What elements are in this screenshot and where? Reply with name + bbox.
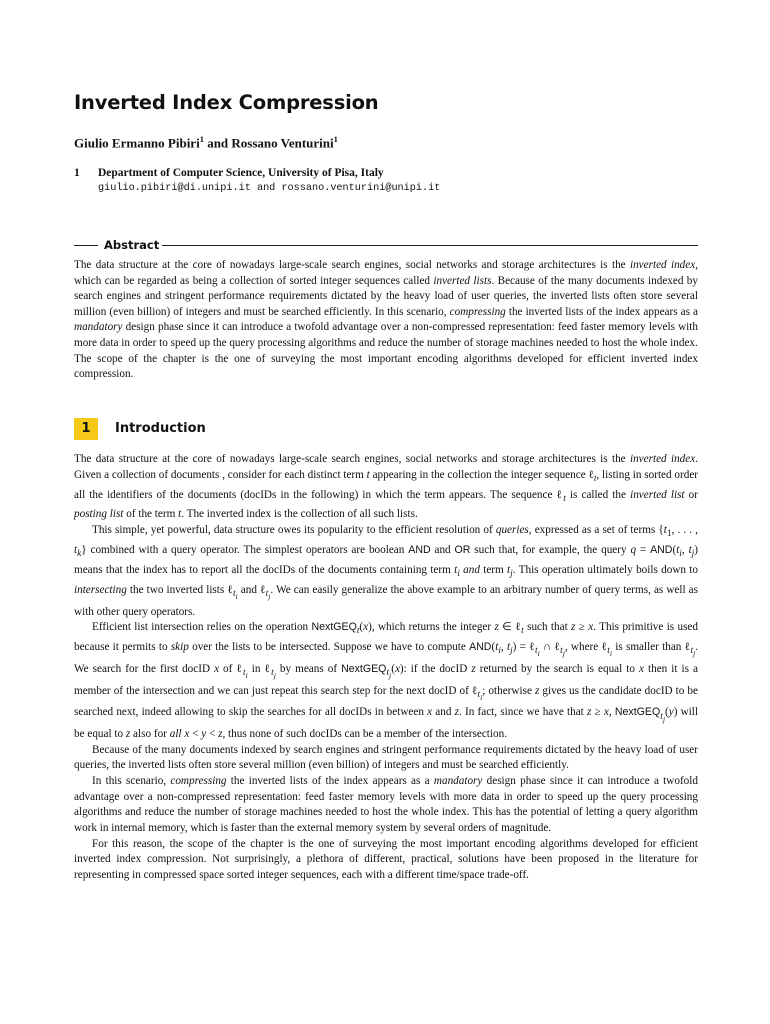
body-paragraph: This simple, yet powerful, data structure owes its popularity to the efficient resolution of queries, expressed as a set of terms {$t_1$, . . . , $t_k$} combined with a query operator. The simplest operators are boolean AND and OR such that, for example, the query $q = AND(t_i$, $t_j$) means that the index has to report all the docIDs of the documents containing term $t_i$ and term $t_j$. This operation ultimately boils down to intersecting the two inverted lists ℓ$_{t_i}$ and ℓ$_{t_j}$. We can easily generalize the above example to an arbitrary number of query terms, as well as with other query operators. [74,524,699,618]
abstract-text [74,258,698,383]
body-paragraph: For this reason, the scope of the chapter is the one of surveying the most important encoding algorithms developed for efficient inverted index compression. Not surprisingly, a plethora of different, practical, solutions have been proposed in the literature for representing in compressed space sorted integer sequences, each with a different time/space trade-off. [74,837,698,881]
section-body [74,452,698,884]
abstract-heading-rule [74,239,698,253]
body-paragraph: The data structure at the core of nowadays large-scale search engines, social networks and storage architectures is the inverted index. Given a collection of documents , consider for each distinct term t appearing in the collection the integer sequence ℓ$_t$, listing in sorted order all the identifiers of the documents (docIDs in the following) in which the term appears. The sequence ℓ$_t$ is called the inverted list or posting list of the term t. The inverted index is the collection of all such lists. [74,453,699,521]
affiliation-marker: 1 [333,134,338,144]
rule-right [162,245,698,246]
rule-left [74,245,98,246]
abstract-paragraph: The scope of the chapter is the one of surveying the most important encoding algorithms developed for efficient inverted index compression. [74,352,698,381]
body-paragraph: Because of the many documents indexed by search engines and stringent performance requirements dictated by the heavy load of user queries, the inverted lists often store several million (even billion) of integers and must be searched efficiently. [74,743,698,772]
section-number-badge: 1 [74,418,98,440]
abstract-paragraph: The data structure at the core of nowadays large-scale search engines, social networks and storage architectures is the inverted index, which can be regarded as being a collection of sorted integer sequences called inverted lists. Because of the many documents indexed by search engines and stringent performance requirements dictated by the heavy load of user queries, the inverted lists often store several million (even billion) of integers and must be searched efficiently. In this scenario, compressing the inverted lists of the index appears as a mandatory design phase since it can introduce a twofold advantage over a non-compressed representation: feed faster memory levels with more data in order to speed up the query processing algorithms and reduce the number of storage machines needed to host the whole index. [74,259,698,349]
author-conjunction: and [203,135,232,151]
body-paragraph: Efficient list intersection relies on the operation NextGEQ$_t$(x), which returns the integer z ∈ ℓ$_t$ such that z ≥ x. This primitive is used because it permits to skip over the lists to be intersected. Suppose we have to compute $AND(t_i$, $t_j$) = ℓ$_{t_i}$ ∩ ℓ$_{t_j}$, where ℓ$_{t_i}$ is smaller than ℓ$_{t_j}$. We search for the first docID x of ℓ$_{t_i}$ in ℓ$_{t_j}$ by means of NextGEQ$_{t_j}$(x): if the docID z returned by the search is equal to x then it is a member of the intersection and we can just repeat this search step for the next docID of ℓ$_{t_i}$; otherwise z gives us the candidate docID to be searched next, indeed allowing to skip the searches for all docIDs in between x and z. In fact, since we have that z ≥ x, NextGEQ$_{t_j}$(y) will be equal to z also for all x < y < z, thus none of such docIDs can be a member of the intersection. [74,621,699,741]
author-name: Rossano Venturini [231,135,334,151]
section-title: Introduction [115,421,206,436]
affiliation-number: 1 [74,167,80,179]
affiliation-department: Department of Computer Science, University of Pisa, Italy [98,167,384,179]
abstract-heading: Abstract [104,238,160,252]
affiliation-marker: 1 [199,134,204,144]
author-emails: giulio.pibiri@di.unipi.it and rossano.venturini@unipi.it [98,183,441,194]
author-line [74,134,338,151]
paper-title: Inverted Index Compression [74,91,379,114]
author-name: Giulio Ermanno Pibiri [74,135,200,151]
body-paragraph: In this scenario, compressing the inverted lists of the index appears as a mandatory design phase since it can introduce a twofold advantage over a non-compressed representation: feed faster memory levels with more data in order to speed up the query processing algorithms and reduce the number of storage machines needed to host the whole index. This has the potential of letting a query algorithm work in internal memory, which is faster than the external memory system by several orders of magnitude. [74,775,698,834]
